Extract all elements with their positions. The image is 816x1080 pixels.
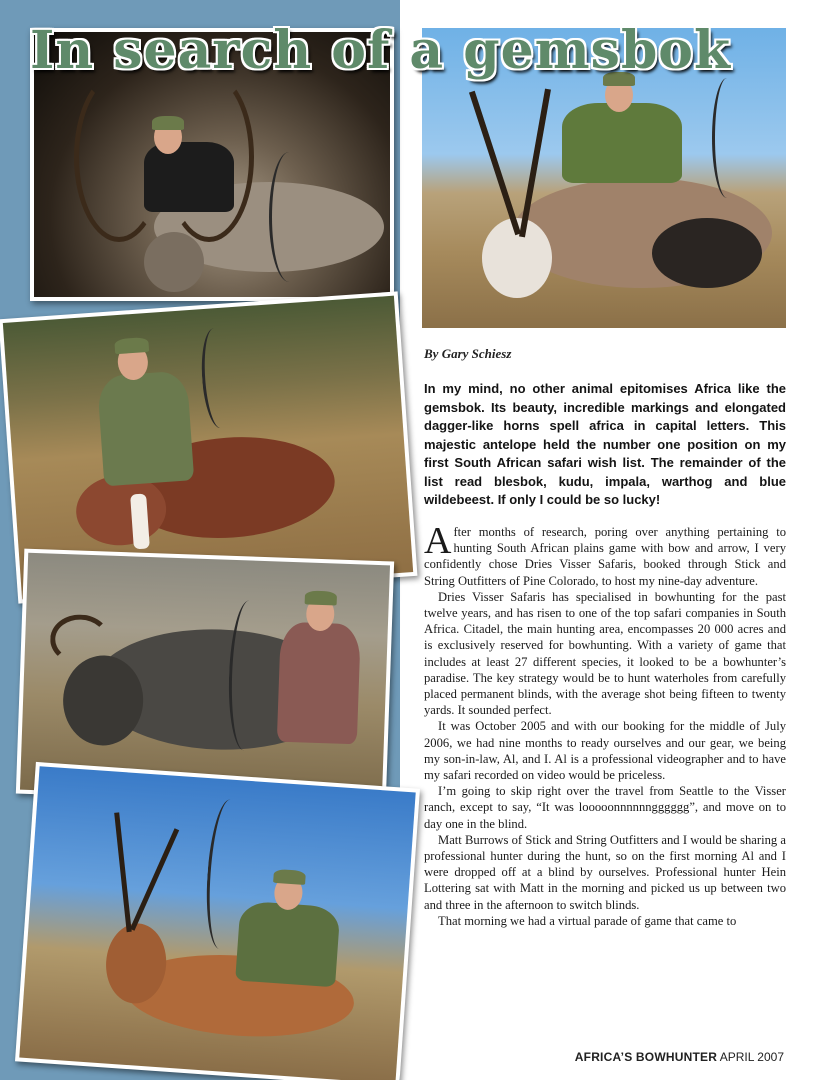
body-paragraph: It was October 2005 and with our booking for the middle of July 2006, we had nine months to ready ourselves and our gear, we being my son-in-law, Al, and I. Al is a professional videographer and to have my safari recorded on video would be priceless.	[424, 719, 786, 783]
page-footer	[575, 1050, 784, 1064]
article-body	[424, 520, 786, 929]
author-byline: By Gary Schiesz	[424, 346, 512, 361]
body-paragraph: Matt Burrows of Stick and String Outfitters and I would be sharing a professional hunter during the hunt, so on the first morning Al and I were dropped off at a blind by ourselves. Professional hunter Hein Lottering sat with Matt in the morning and picked us up between two and three in the afternoon to switch blinds.	[424, 832, 786, 912]
photo-impala-hunter	[15, 762, 420, 1080]
body-paragraph: I’m going to skip right over the travel from Seattle to the Visser ranch, except to say, “It was looooonnnnnngggggg”, and move on to day one in the blind.	[424, 784, 786, 831]
magazine-name: AFRICA’S BOWHUNTER	[574, 1050, 718, 1064]
body-paragraph: After months of research, poring over anything pertaining to hunting South African plains game with bow and arrow, I very confidently chose Dries Visser Safaris, booked through Stick and String Outfitters of Pine Colorado, to host my nine-day adventure.	[424, 520, 786, 588]
article-title: In search of a gemsbok	[30, 20, 732, 81]
intro-paragraph: In my mind, no other animal epitomises Africa like the gemsbok. Its beauty, incredible markings and elongated dagger-like horns spell africa in capital letters. This majestic antelope held the number one position on my first South African safari wish list. The remainder of the list read blesbok, kudu, impala, warthog and blue wildebeest. If only I could be so lucky!	[424, 381, 786, 507]
body-paragraph: Dries Visser Safaris has specialised in bowhunting for the past twelve years, and has risen to one of the top safari companies in South Africa. Citadel, the main hunting area, encompasses 20 000 acres and is exclusively reserved for bowhunting. With a variety of game that includes at least 27 different species, it looked to be a bowhunter’s paradise. The key strategy would be to hunt waterholes from carefully placed permanent blinds, with the average shot being fifteen to twenty yards. It sounded perfect.	[424, 589, 786, 718]
body-paragraph: That morning we had a virtual parade of game that came to	[438, 913, 737, 928]
drop-cap: A	[424, 520, 452, 562]
issue-date: APRIL 2007	[719, 1050, 784, 1064]
